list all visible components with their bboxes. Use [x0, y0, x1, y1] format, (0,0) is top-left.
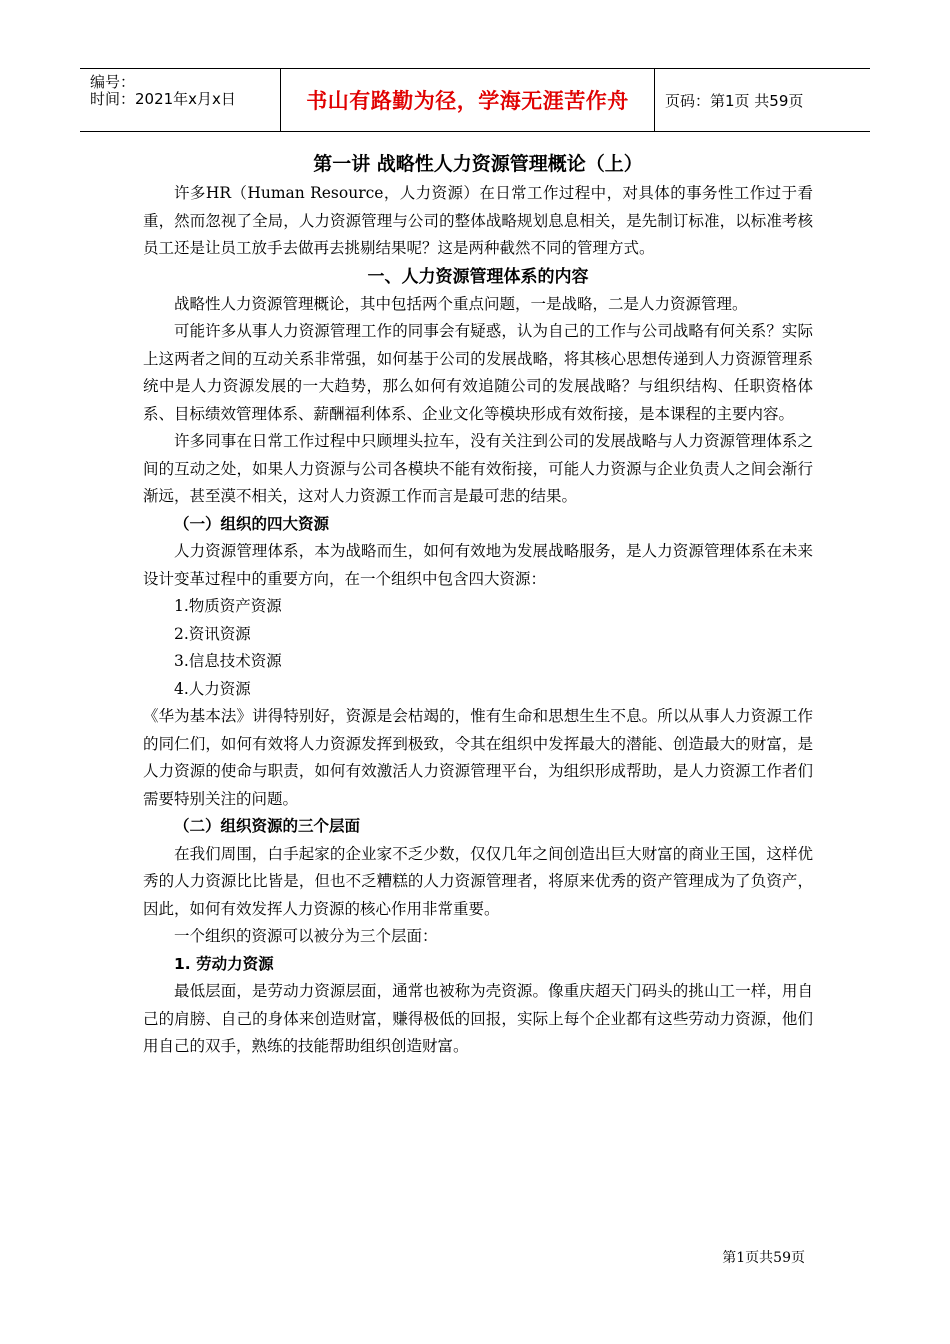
- page-info: 页码：第1页 共59页: [665, 91, 804, 110]
- level1-paragraph: 最低层面，是劳动力资源层面，通常也被称为壳资源。像重庆超天门码头的挑山工一样，用自己的肩膀、自己的身体来创造财富，赚得极低的回报，实际上每个企业都有这些劳动力资源，他们用自己的双手，熟练的技能帮助组织创造财富。: [143, 982, 813, 1055]
- section1-paragraph-3: 许多同事在日常工作过程中只顾埋头拉车，没有关注到公司的发展战略与人力资源管理体系之间的互动之处，如果人力资源与公司各模块不能有效衔接，可能人力资源与企业负责人之间会渐行渐远，甚至漠不相关，这对人力资源工作而言是最可悲的结果。: [143, 432, 813, 505]
- resource-item-2: 2.资讯资源: [174, 624, 251, 643]
- header-page-cell: [655, 69, 870, 131]
- intro-paragraph: 许多HR（Human Resource，人力资源）在日常工作过程中，对具体的事务性工作过于看重，然而忽视了全局，人力资源管理与公司的整体战略规划息息相关，是先制订标准，以标准考核员工还是让员工放手去做再去挑剔结果呢？这是两种截然不同的管理方式。: [143, 184, 813, 257]
- header-table: [80, 68, 870, 132]
- subsection2-heading: （二）组织资源的三个层面: [174, 817, 361, 835]
- level1-heading: 1. 劳动力资源: [174, 954, 274, 973]
- resource-item-1: 1.物质资产资源: [174, 597, 282, 615]
- section1-heading: 一、人力资源管理体系的内容: [367, 266, 589, 287]
- document-body: [143, 148, 813, 1061]
- header-motto-cell: [280, 69, 655, 131]
- document-title: 第一讲 战略性人力资源管理概论（上）: [313, 153, 643, 175]
- header-meta-cell: [80, 69, 280, 131]
- resource-item-3: 3.信息技术资源: [174, 652, 282, 670]
- subsection2-paragraph-1: 在我们周围，白手起家的企业家不乏少数，仅仅几年之间创造出巨大财富的商业王国，这样优秀的人力资源比比皆是，但也不乏糟糕的人力资源管理者，将原来优秀的资产管理成为了负资产，因此，如何有效发挥人力资源的核心作用非常重要。: [143, 844, 813, 918]
- subsection1-paragraph-1: 人力资源管理体系，本为战略而生，如何有效地为发展战略服务，是人力资源管理体系在未来设计变革过程中的重要方向，在一个组织中包含四大资源：: [143, 542, 813, 588]
- motto-text: 书山有路勤为径，学海无涯苦作舟: [306, 89, 629, 113]
- page-footer: 第1页共59页: [722, 1250, 805, 1266]
- section1-paragraph-2: 可能许多从事人力资源管理工作的同事会有疑惑，认为自己的工作与公司战略有何关系？实际上这两者之间的互动关系非常强，如何基于公司的发展战略，将其核心思想传递到人力资源管理系统中是人力资源发展的一大趋势，那么如何有效追随公司的发展战略？与组织结构、任职资格体系、目标绩效管理体系、薪酬福利体系、企业文化等模块形成有效衔接，是本课程的主要内容。: [143, 322, 813, 423]
- subsection1-paragraph-2: 《华为基本法》讲得特别好，资源是会枯竭的，惟有生命和思想生生不息。所以从事人力资源工作的同仁们，如何有效将人力资源发挥到极致，令其在组织中发挥最大的潜能、创造最大的财富，是人力资源的使命与职责，如何有效激活人力资源管理平台，为组织形成帮助，是人力资源工作者们需要特别关注的问题。: [143, 707, 813, 808]
- section1-paragraph-1: 战略性人力资源管理概论，其中包括两个重点问题，一是战略，二是人力资源管理。: [174, 294, 748, 313]
- subsection1-heading: （一）组织的四大资源: [174, 514, 330, 533]
- resource-item-4: 4.人力资源: [174, 679, 251, 698]
- number-label: 编号：: [90, 73, 136, 91]
- subsection2-paragraph-2: 一个组织的资源可以被分为三个层面：: [174, 927, 438, 945]
- time-label: 时间：2021年x月x日: [90, 90, 236, 108]
